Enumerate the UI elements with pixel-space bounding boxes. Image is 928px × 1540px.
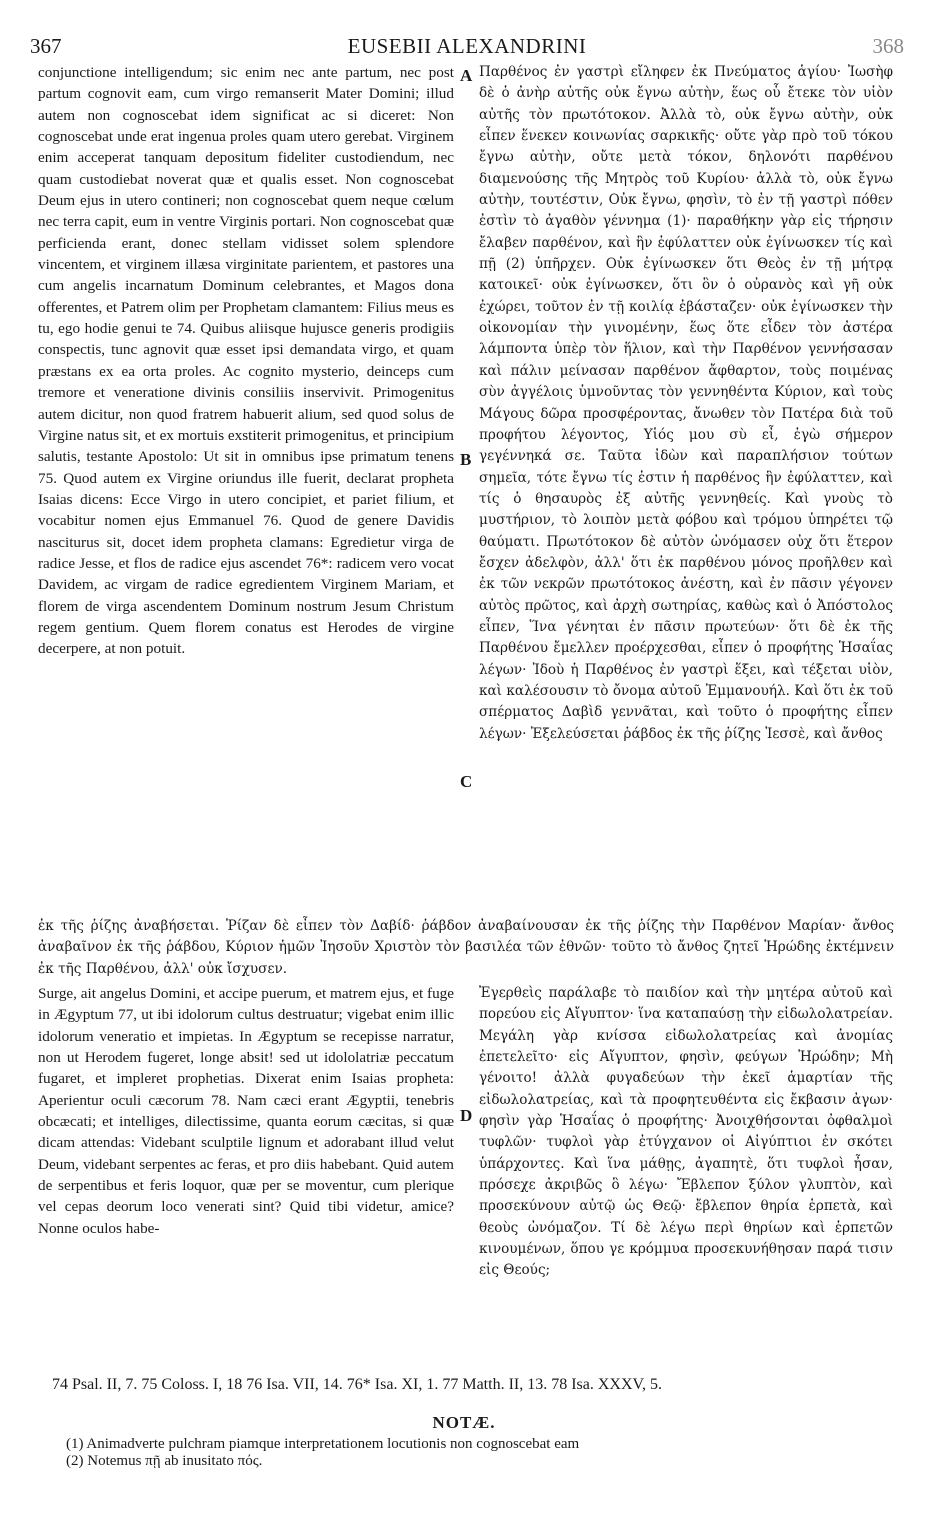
greek-column-top	[479, 62, 893, 745]
margin-mark-c: C	[460, 772, 473, 791]
running-header	[30, 34, 904, 62]
margin-mark-a: A	[460, 66, 473, 85]
latin-column-bottom	[38, 983, 454, 1239]
latin-text-top: conjunctione intelligendum; sic enim nec ante partum, nec post partum cognovit eam, cum virgo remanserit Mater Domini; illud autem non cognoscebat idem significat ac si diceret: Non cognoscebat unde erat ingenua proles quam utero gerebat. Virginem enim acceperat tanquam depositum fideliter custodiendum, nec quam custodiebat noverat quæ et qualis esset. Non cognoscebat Deum ejus in utero contineri; non cognoscebat quem neque cœlum nec terra capit, eum in ventre Virginis portari. Non cognoscebat quæ perficienda erant, donec stellam vidisset solem splendore vincentem, et virginem illæsa virginitate parientem, et pastores una cum angelis incarnatum Dominum celebrantes, et Magos dona offerentes, et Patrem olim per Prophetam clamantem: Filius meus es tu, ego hodie genui te 74. Quibus aliisque hujusce generis prodigiis conspectis, tunc agnovit quæ esset ipsi demandata virgo, et quam præstans ex ea orta proles. Ac cognito mysterio, deinceps cum tremore et veneratione divinis consiliis inservivit. Primogenitus autem dicitur, non quod fratrem habuerit alium, sed quod solus de Virgine natus sit, et ex mortuis exstiterit primogenitus, et principium salutis, testante Apostolo: Ut sit in omnibus ipse primatum tenens 75. Quod autem ex Virgine oriundus ille fuerit, declarat propheta Isaias dicens: Ecce Virgo in utero concipiet, et pariet filium, et vocabitur nomen ejus Emmanuel 76. Quod de genere Davidis nasciturus sit, docet idem propheta clamans: Egredietur virga de radice Jesse, et flos de radice ejus ascendet 76*: radicem vero vocat Davidem, ac virgam de radice egredientem Virginem Mariam, et florem de virga ascendentem Dominum nostrum Jesum Christum regem gentium. Quem florem conatus est Herodes de virgine decerpere, at non potuit.	[38, 64, 454, 658]
page-number-right: 368	[872, 34, 904, 58]
notes-heading: NOTÆ.	[432, 1413, 496, 1432]
note-item: (2) Notemus πῇ ab inusitato πός.	[66, 1453, 263, 1469]
full-width-text: ἐκ τῆς ῥίζης ἀναβήσεται. Ῥίζαν δὲ εἶπεν τὸν Δαβίδ· ῥάβδον ἀναβαίνουσαν ἐκ τῆς ῥίζης τὴν Παρθένον Μαρίαν· ἄνθος ἀναβαῖνον ἐκ τῆς ῥάβδου, Κύριον ἡμῶν Ἰησοῦν Χριστὸν τὸν βασιλέα τῶν ἐθνῶν· τοῦτο τὸ ἄνθος ζητεῖ Ἡρώδης ἐκτέμνειν ἐκ τῆς Παρθένου, ἀλλ' οὐκ ἴσχυσεν.	[38, 918, 894, 977]
note-item: (1) Animadverte pulchram piamque interpretationem locutionis non cognoscebat eam	[66, 1436, 580, 1452]
greek-text-top: Παρθένος ἐν γαστρὶ εἴληφεν ἐκ Πνεύματος ἁγίου· Ἰωσὴφ δὲ ὁ ἀνὴρ αὐτῆς οὐκ ἔγνω αὐτὴν, ἕως οὗ ἔτεκε τὸν υἱὸν αὐτῆς τὸν πρωτότοκον. Ἀλλὰ τὸ, οὐκ ἔγνω αὐτὴν, οὐκ εἶπεν ἕνεκεν κοινωνίας σαρκικῆς· οὔτε γὰρ πρὸ τοῦ τόκου ἔγνω αὐτὴν, οὔτε μετὰ τόκον, δηλονότι παρθένου διαμενούσης τῆς Μητρὸς τοῦ Κυρίου· ἀλλὰ τὸ, οὐκ ἔγνω αὐτὴν, τουτέστιν, Οὐκ ἔγνω, φησὶν, τὸ ἐν τῇ γαστρὶ πόθεν ἐστὶν τὸ ἀγαθὸν γέννημα (1)· παραθήκην γὰρ εἰς τήρησιν ἔλαβεν παρθένον, καὶ ἣν ἐφύλαττεν οὐκ ἐγίνωσκεν τίς καὶ πῇ (2) ὑπῆρχεν. Οὐκ ἐγίνωσκεν ὅτι Θεὸς ἐν τῇ μήτρᾳ κατοικεῖ· οὐκ ἐγίνωσκεν, ὅτι ὃν ὁ οὐρανὸς καὶ γῆ οὐκ ἐχώρει, τοῦτον ἐν τῇ κοιλίᾳ ἐβάσταζεν· οὐκ ἐγίνωσκεν τὴν οἰκονομίαν τὴν γινομένην, ἕως ὅτε εἶδεν τὸν ἀστέρα λάμποντα ὑπὲρ τὸν ἥλιον, καὶ τὴν Παρθένον γεννήσασαν καὶ πάλιν μείνασαν παρθένον ἄφθαρτον, τοὺς ποιμένας σὺν ἀγγέλοις ὑμνοῦντας τὸν γεννηθέντα Κύριον, καὶ τοὺς Μάγους δῶρα προσφέροντας, ἄνωθεν τὸν Πατέρα διὰ τοῦ προφήτου λέγοντος, Υἱός μου σὺ εἶ, ἐγὼ σήμερον γεγέννηκά σε. Ταῦτα ἰδὼν καὶ παραπλήσιον τούτων σημεῖα, τότε ἔγνω τίς ἐστιν ἡ παρθένος ἣν ἐφύλαττεν, καὶ τίς ὁ θησαυρὸς ἐξ αὐτῆς γεννηθείς. Καὶ γνοὺς τὸ μυστήριον, τὸ λοιπὸν μετὰ φόβου καὶ τρόμου ὑπηρέτει τῷ θαύματι. Πρωτότοκον δὲ αὐτὸν ὠνόμασεν οὐχ ὅτι ἕτερον ἔσχεν ἀδελφὸν, ἀλλ' ὅτι ἐκ παρθένου μόνος προῆλθεν καὶ ἐκ τῶν νεκρῶν πρωτότοκος ἀνέστη, καὶ ἐν πᾶσιν γέγονεν αὐτὸς πρῶτος, καὶ ἀρχὴ σωτηρίας, καθὼς καὶ ὁ Ἀπόστολος εἶπεν, Ἵνα γένηται ἐν πᾶσιν πρωτεύων· ὅτι δὲ ἐκ τῆς Παρθένου ἔμελλεν προέρχεσθαι, εἶπεν ὁ προφήτης Ἡσαΐας λέγων· Ἰδοὺ ἡ Παρθένος ἐν γαστρὶ ἕξει, καὶ τέξεται υἱὸν, καὶ καλέσουσιν τὸ ὄνομα αὐτοῦ Ἐμμανουήλ. Καὶ ὅτι ἐκ τοῦ σπέρματος Δαβὶδ γεννᾶται, καὶ τοῦτο ὁ προφήτης εἶπεν λέγων· Ἐξελεύσεται ῥάβδος ἐκ τῆς ῥίζης Ἰεσσὲ, καὶ ἄνθος	[479, 64, 893, 742]
greek-column-bottom	[479, 983, 893, 1282]
notes-list	[66, 1436, 906, 1470]
latin-column-top	[38, 62, 454, 660]
margin-mark-d: D	[460, 1106, 473, 1125]
greek-text-bottom: Ἐγερθεὶς παράλαβε τὸ παιδίον καὶ τὴν μητέρα αὐτοῦ καὶ πορεύου εἰς Αἴγυπτον· ἵνα καταπαύσῃ τὴν εἰδωλολατρείαν. Μεγάλη γὰρ κνίσσα εἰδωλολατρείας καὶ ἀνομίας ἐπετελεῖτο· εἰς Αἴγυπτον, φησὶν, φεύγων Ἡρώδην; Μὴ γένοιτο! ἀλλὰ φυγαδεύων τὴν ἐκεῖ ἁμαρτίαν τῆς εἰδωλολατρείας, καὶ τὰ προφητευθέντα εἰς ἔκβασιν ἀγων· φησὶν γὰρ Ἡσαΐας ὁ προφήτης· Ἀνοιχθήσονται ὀφθαλμοὶ τυφλῶν· τυφλοὶ γὰρ ἐτύγχανον οἱ Αἰγύπτιοι ἐν σκότει ὑπάρχοντες. Καὶ ἵνα μάθῃς, ἀγαπητὲ, ὅτι τυφλοὶ ἦσαν, πρόσεχε ἀκριβῶς ὃ λέγω· Ἔβλεπον ξύλον γλυπτὸν, καὶ προσεκύνουν αὐτῷ ὡς Θεῷ· ἔβλεπον θηρία ἑρπετὰ, καὶ θεοὺς ὠνόμαζον. Τί δὲ λέγω περὶ θηρίων καὶ ἑρπετῶν κινουμένων, ὅπου γε κρόμμυα προσεκυνήθησαν παρά τισιν εἰς Θεούς;	[479, 985, 893, 1279]
margin-mark-b: B	[460, 450, 472, 469]
full-width-greek	[38, 916, 894, 980]
running-title: EUSEBII ALEXANDRINI	[347, 34, 587, 58]
latin-text-bottom: Surge, ait angelus Domini, et accipe puerum, et matrem ejus, et fuge in Ægyptum 77, ut ibi idolorum cultus destruatur; vigebat enim illic idolorum veneratio et impietas. In Ægyptum se recepisse narratur, non ut Herodem fugeret, longe absit! sed ut idololatriæ peccatum fugaret, et impleret prophetias. Dixerat enim Isaias propheta: Aperientur oculi cæcorum 78. Nam cæci erant Ægyptii, tenebris obcæcati; et intelliges, dilectissime, quanta eorum cæcitas, si quæ dicam attendas: Videbant sculptile lignum et adorabant illud velut Deum, videbant serpentes ac feras, et pro diis habebant. Quid autem de serpentibus et feris loquor, quæ per se moventur, cum plerique vel cepas deorum loco venerati sint? Quid tibi videtur, amice? Nonne oculos habe-	[38, 985, 454, 1237]
footnote-references: 74 Psal. II, 7. 75 Coloss. I, 18 76 Isa. VII, 14. 76* Isa. XI, 1. 77 Matth. II, 13. 78 Isa. XXXV, 5.	[52, 1376, 663, 1393]
page-number-left: 367	[30, 34, 62, 58]
